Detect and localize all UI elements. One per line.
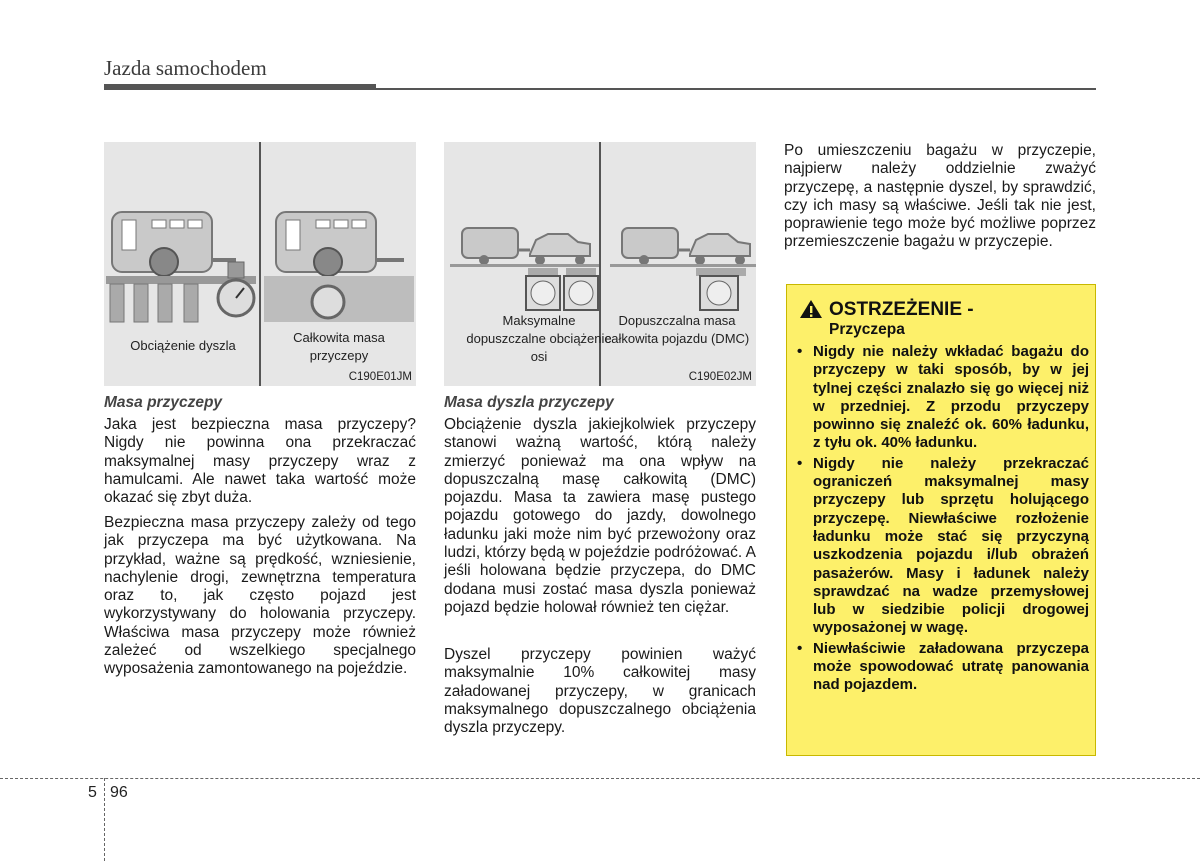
caption-gvwr: Dopuszczalna masa całkowita pojazdu (DMC) [604, 313, 750, 346]
paragraph: Po umieszczeniu bagażu w przyczepie, najpierw należy oddzielnie zważyć przyczepę, a następnie dyszel, by sprawdzić, czy ich masy są właściwe. Jeśli tak nie jest, poprawienie tego może być możliwe poprzez przemieszczenie bagażu w przyczepie. [784, 142, 1096, 251]
section-number: 5 [88, 784, 97, 801]
figure-divider [259, 142, 261, 386]
footer-vertical-divider [104, 778, 105, 861]
header-rule-thin [376, 88, 1096, 90]
page-header-title: Jazda samochodem [104, 56, 267, 80]
warning-item: • Nigdy nie należy przekraczać ograniczeń maksymalnej masy przyczepy lub sprzętu holującego przyczepę. Niewłaściwe rozłożenie ładunku może stać się przyczyną uszkodzenia pojazdu i/lub obrażeń pasażerów. Masy i ładunek należy sprawdzać na wadze przemysłowej lub w siedzibie policji drogowej wyposażonej w wagę. [795, 455, 1089, 638]
caption-max-axle-load: Maksymalne dopuszczalne obciążenie osi [466, 313, 612, 364]
section-heading-tongue-weight: Masa dyszla przyczepy [444, 394, 614, 411]
figure-code: C190E02JM [688, 371, 752, 383]
section-heading-trailer-weight: Masa przyczepy [104, 394, 223, 411]
caption-trailer-total-weight: Całkowita masa przyczepy [293, 330, 385, 363]
paragraph: Jaka jest bezpieczna masa przyczepy? Nigdy nie powinna ona przekraczać maksymalnej masy przyczepy wraz z hamulcami. Ale nawet taka wartość może okazać się zbyt duża. [104, 416, 416, 507]
warning-box [786, 284, 1096, 756]
figure-code: C190E01JM [348, 371, 412, 383]
paragraph: Dyszel przyczepy powinien ważyć maksymalnie 10% całkowitej masy załadowanej przyczepy, w granicach maksymalnego dopuszczalnego obciążenia dyszla przyczepy. [444, 646, 756, 737]
warning-title: OSTRZEŻENIE - [829, 299, 974, 320]
caption-tongue-weight: Obciążenie dyszla [130, 338, 236, 353]
figure-trailer-weight [104, 142, 416, 386]
warning-item: • Niewłaściwie załadowana przyczepa może spowodować utratę panowania nad pojazdem. [795, 640, 1089, 695]
warning-subtitle: Przyczepa [829, 321, 905, 338]
figure-axle-weight [444, 142, 756, 386]
warning-list [795, 343, 1089, 697]
paragraph: Obciążenie dyszla jakiejkolwiek przyczepy stanowi ważną wartość, którą należy zmierzyć ponieważ ma ona wpływ na dopuszczalną masę całkowitą (DMC) pojazdu. Masa ta zawiera masę pustego pojazdu gotowego do jazdy, dowolnego ładunku jaki może nim być przewożony oraz ludzi, którzy będą w pojeździe podróżować. A jeśli holowana będzie przyczepa, do DMC dodana musi zostać masa dyszla ponieważ pojazd będzie holował również ten ciężar. [444, 416, 756, 616]
footer-divider [0, 778, 1200, 779]
paragraph: Bezpieczna masa przyczepy zależy od tego jak przyczepa ma być użytkowana. Na przykład, ważne są prędkość, wzniesienie, nachylenie drogi, zewnętrzna temperatura oraz to, jak często pojazd jest wykorzystywany do holowania przyczepy. Właściwa masa przyczepy może również zależeć od wszelkiego specjalnego wyposażenia zamontowanego na pojeździe. [104, 514, 416, 678]
warning-item: • Nigdy nie należy wkładać bagażu do przyczepy w taki sposób, by w jej tylnej części znalazło się go więcej niż w przedniej. Z przodu przyczepy powinno się znaleźć ok. 60% ładunku, z tyłu ok. 40% ładunku. [795, 343, 1089, 453]
header-rule [104, 84, 376, 90]
page-number: 96 [110, 784, 128, 801]
warning-triangle-icon [799, 299, 823, 319]
